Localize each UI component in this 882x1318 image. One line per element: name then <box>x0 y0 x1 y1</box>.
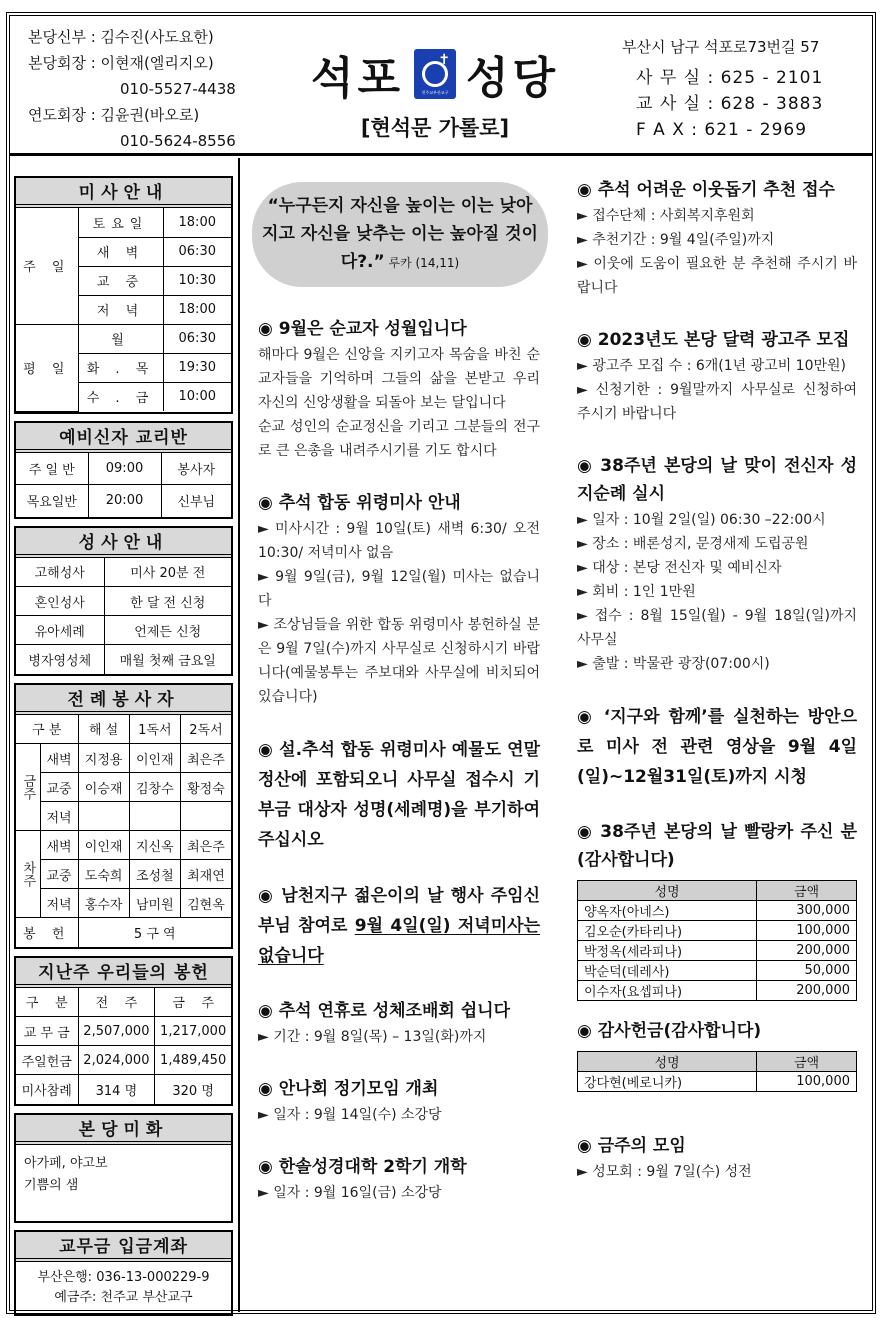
mass-time: 18:00 <box>163 208 231 237</box>
notice-body: ► 장소 : 배론성지, 문경새제 도립공원 <box>577 536 809 552</box>
church-name-part1: 석포 <box>310 53 404 104</box>
thanks-offering-table <box>577 1051 857 1092</box>
sacrament-info: 언제든 신청 <box>104 616 231 645</box>
notice-title: ◉ 추석 어려운 이웃돕기 추천 접수 <box>577 180 835 200</box>
mass-schedule-box <box>14 176 233 414</box>
mass-label: 교 중 <box>78 266 163 295</box>
reader2: 최은주 <box>180 744 231 773</box>
reader1: 이인재 <box>129 744 180 773</box>
mass-slot: 교중 <box>40 773 78 802</box>
commentator: 지정용 <box>78 744 129 773</box>
thanks-offering-section <box>577 1017 857 1092</box>
sacrament-name: 혼인성사 <box>16 587 104 616</box>
class-time: 20:00 <box>88 485 161 517</box>
bank-account: 부산은행: 036-13-000229-9 <box>37 1269 210 1285</box>
notice-martyrs-month <box>258 315 540 463</box>
mass-time: 06:30 <box>163 237 231 266</box>
notice-body: ► 회비 : 1인 1만원 <box>577 584 696 600</box>
this-week-amount: 1,489,450 <box>155 1046 231 1075</box>
commentator: 홍수자 <box>78 889 129 918</box>
donor-amount: 200,000 <box>757 981 857 1001</box>
mass-label: 화 . 목 <box>78 353 163 382</box>
notice-body: ► 미사시간 : 9월 10일(토) 새벽 6:30/ 오전 10:30/ 저녁미사 없음 <box>258 521 540 561</box>
notice-title: ◉ 추석 연휴로 성체조배회 쉽니다 <box>258 1001 510 1021</box>
mass-slot: 새벽 <box>40 744 78 773</box>
church-name-part2: 성당 <box>466 53 560 104</box>
this-week-amount: 1,217,000 <box>155 1017 231 1046</box>
notice-title-text: ◉ 남천지구 젊은이의 날 행사 주임신부님 참여로 <box>258 886 540 936</box>
notice-adoration-off <box>258 997 540 1049</box>
prev-week-amount: 2,024,000 <box>78 1046 155 1075</box>
flower-team: 아가페, 야고보 <box>24 1155 108 1171</box>
class-leader: 봉사자 <box>161 453 231 485</box>
sacrament-info: 한 달 전 신청 <box>104 587 231 616</box>
ministers-title: 전례봉사자 <box>16 685 231 715</box>
col-header: 성명 <box>578 1052 757 1072</box>
notice-body: ► 일자 : 9월 14일(수) 소강당 <box>258 1107 442 1123</box>
account-title: 교무금 입금계좌 <box>16 1232 231 1262</box>
catechumen-table <box>16 453 231 517</box>
mass-schedule-table <box>16 208 231 412</box>
notice-earth-video <box>577 702 857 792</box>
notice-body: 해마다 9월은 신앙을 지키고자 목숨을 바친 순교자들을 기억하며 그들의 삶을 본받고 우리 자신의 신앙생활을 되돌아 보는 달입니다 <box>258 347 540 411</box>
sunday-label: 주 일 <box>16 208 78 324</box>
church-logo-icon: ✝ 천주교부산교구 <box>414 49 456 99</box>
class-time: 09:00 <box>88 453 161 485</box>
commentator: 이승재 <box>78 773 129 802</box>
notice-calendar-ads <box>577 326 857 426</box>
col-header: 성명 <box>578 881 757 901</box>
offering-group: 5 구 역 <box>78 918 231 947</box>
notice-title: ◉ 안나회 정기모임 개최 <box>258 1079 439 1099</box>
notice-title: ◉ 9월은 순교자 성월입니다 <box>258 319 467 339</box>
notice-body: ► 일자 : 10월 2일(일) 06:30 –22:00시 <box>577 512 826 528</box>
council-president-line: 본당회장 : 이현재(엘리지오) <box>28 54 214 72</box>
notice-body: ► 기간 : 9월 8일(목) – 13일(화)까지 <box>258 1029 487 1045</box>
catechist-phone: 교 사 실 : 628 - 3883 <box>636 94 824 114</box>
bread-donors-table <box>577 880 857 1001</box>
notice-title: ◉ 금주의 모임 <box>577 1136 686 1156</box>
donor-amount: 50,000 <box>757 961 857 981</box>
notice-body: ► 일자 : 9월 16일(금) 소강당 <box>258 1185 442 1201</box>
sacraments-table <box>16 558 231 674</box>
reader2: 김현옥 <box>180 889 231 918</box>
col-header: 금 주 <box>155 988 231 1017</box>
prev-week-amount: 314 명 <box>78 1075 155 1104</box>
notice-body: ► 대상 : 본당 전신자 및 예비신자 <box>577 560 782 576</box>
sacrament-name: 유아세례 <box>16 616 104 645</box>
reader1: 조성철 <box>129 860 180 889</box>
col-header: 전 주 <box>78 988 155 1017</box>
notice-bible-college <box>258 1153 540 1205</box>
sacrament-name: 고해성사 <box>16 558 104 587</box>
reader1: 김창수 <box>129 773 180 802</box>
fax-number: F A X : 621 - 2969 <box>636 120 808 140</box>
donor-amount: 100,000 <box>757 1072 857 1092</box>
notice-title: ◉ 감사헌금(감사합니다) <box>577 1021 762 1041</box>
class-name: 주 일 반 <box>16 453 88 485</box>
offerings-box <box>14 956 233 1106</box>
notice-body: 순교 성인의 순교정신을 기리고 그분들의 전구로 큰 은총을 내려주시기를 기도 합시다 <box>258 419 540 459</box>
notice-body: ► 추천기간 : 9월 4일(주일)까지 <box>577 232 775 248</box>
notice-body: ► 출발 : 박물관 광장(07:00시) <box>577 656 770 672</box>
notice-pilgrimage <box>577 452 857 676</box>
account-box <box>14 1230 233 1316</box>
commentator <box>78 802 129 831</box>
notice-title: ◉ 2023년도 본당 달력 광고주 모집 <box>577 330 850 350</box>
reader2: 황정숙 <box>180 773 231 802</box>
col-header: 구 분 <box>16 988 78 1017</box>
donor-amount: 100,000 <box>757 921 857 941</box>
reader1: 남미원 <box>129 889 180 918</box>
ministers-box <box>14 683 233 949</box>
notice-title: ◉ ‘지구와 함께’를 실천하는 방안으로 미사 전 관련 영상을 9월 4일(일)~12월31일(토)까지 시청 <box>577 707 857 787</box>
col-header: 금액 <box>757 881 857 901</box>
donor-name: 양옥자(아네스) <box>578 901 757 921</box>
mass-time: 19:30 <box>163 353 231 382</box>
notice-body: ► 조상님들을 위한 합동 위령미사 봉헌하실 분은 9월 7일(수)까지 사무실로 신청하시기 바랍니다(예물봉투는 주보대와 사무실에 비치되어 있습니다) <box>258 617 540 705</box>
mass-time: 06:30 <box>163 324 231 353</box>
commentator: 도숙희 <box>78 860 129 889</box>
sodality-phone: 010-5624-8556 <box>120 132 236 150</box>
notice-title: ◉ 설.추석 합동 위령미사 예물도 연말정산에 포함되오니 사무실 접수시 기부금 대상자 성명(세례명)을 부기하여 주십시오 <box>258 740 540 850</box>
class-name: 목요일반 <box>16 485 88 517</box>
notice-youth-day <box>258 881 540 971</box>
pastor-line: 본당신부 : 김수진(사도요한) <box>28 28 214 46</box>
notice-body: ► 접수단체 : 사회복지후원회 <box>577 208 755 224</box>
this-week-label: 금주 <box>16 744 40 831</box>
notice-title: ◉ 38주년 본당의 날 맞이 전신자 성지순례 실시 <box>577 456 857 504</box>
flowers-title: 본당미화 <box>16 1115 231 1145</box>
col-header: 해 설 <box>78 715 129 744</box>
sodality-president-line: 연도회장 : 김윤권(바오로) <box>28 106 200 124</box>
offering-type: 주일헌금 <box>16 1046 78 1075</box>
mass-label: 저 녁 <box>78 295 163 324</box>
ministers-table <box>16 715 231 947</box>
notice-title <box>258 881 540 971</box>
donor-amount: 300,000 <box>757 901 857 921</box>
col-header: 구 분 <box>16 715 78 744</box>
mass-label: 토요일 <box>78 208 163 237</box>
col-header: 2독서 <box>180 715 231 744</box>
donor-name: 이수자(요셉피나) <box>578 981 757 1001</box>
notice-body: ► 성모회 : 9월 7일(수) 성전 <box>577 1164 752 1180</box>
bulletin-header <box>10 16 872 156</box>
reader2: 최재연 <box>180 860 231 889</box>
offering-type: 미사참례 <box>16 1075 78 1104</box>
sacrament-info: 매월 첫째 금요일 <box>104 645 231 674</box>
sacrament-name: 병자영성체 <box>16 645 104 674</box>
council-phone: 010-5527-4438 <box>120 80 236 98</box>
quote-text: “누구든지 자신을 높이는 이는 낮아지고 자신을 낮추는 이는 높아질 것이다?.” <box>262 196 538 272</box>
notice-title: ◉ 38주년 본당의 날 빨랑카 주신 분(감사합니다) <box>577 822 857 870</box>
offering-label: 봉 헌 <box>16 918 78 947</box>
office-phone: 사 무 실 : 625 - 2101 <box>636 68 824 88</box>
sacraments-box <box>14 526 233 676</box>
notice-neighbor-help <box>577 176 857 300</box>
mass-slot: 저녁 <box>40 889 78 918</box>
notice-title-emphasis: 9월 4일(일) 저녁미사는 없습니다 <box>258 916 540 966</box>
mass-slot: 새벽 <box>40 831 78 860</box>
mass-slot: 교중 <box>40 860 78 889</box>
mass-time: 10:00 <box>163 382 231 411</box>
weekly-meetings-section <box>577 1132 857 1184</box>
next-week-label: 차주 <box>16 831 40 918</box>
mass-slot: 저녁 <box>40 802 78 831</box>
offering-type: 교 무 금 <box>16 1017 78 1046</box>
reader1 <box>129 802 180 831</box>
clergy-info <box>28 24 236 154</box>
account-holder: 예금주: 천주교 부산교구 <box>54 1289 193 1305</box>
catechumen-box <box>14 421 233 519</box>
mass-time: 18:00 <box>163 295 231 324</box>
donor-name: 김오순(카타리나) <box>578 921 757 941</box>
weekday-label: 평 일 <box>16 324 78 411</box>
offerings-title: 지난주 우리들의 봉헌 <box>16 958 231 988</box>
col-header: 1독서 <box>129 715 180 744</box>
bread-donors-section <box>577 818 857 1001</box>
notice-body: ► 신청기한 : 9월말까지 사무실로 신청하여 주시기 바랍니다 <box>577 382 857 422</box>
mass-schedule-title: 미사안내 <box>16 178 231 208</box>
catechumen-title: 예비신자 교리반 <box>16 423 231 453</box>
right-column <box>577 176 857 1184</box>
notice-title: ◉ 한솔성경대학 2학기 개학 <box>258 1157 467 1177</box>
patron-subtitle: [현석문 가롤로] <box>360 116 510 140</box>
donor-amount: 200,000 <box>757 941 857 961</box>
prev-week-amount: 2,507,000 <box>78 1017 155 1046</box>
notice-body: ► 광고주 모집 수 : 6개(1년 광고비 10만원) <box>577 358 846 374</box>
col-header: 금액 <box>757 1052 857 1072</box>
donor-name: 강다현(베로니카) <box>578 1072 757 1092</box>
middle-column <box>258 182 540 1205</box>
commentator: 이인재 <box>78 831 129 860</box>
sacraments-title: 성사안내 <box>16 528 231 558</box>
left-sidebar <box>14 176 233 1318</box>
reader2: 최은주 <box>180 831 231 860</box>
scripture-quote <box>252 182 548 287</box>
donor-name: 박정옥(세라피나) <box>578 941 757 961</box>
notice-anna-meeting <box>258 1075 540 1127</box>
offerings-table <box>16 988 231 1104</box>
flowers-box <box>14 1113 233 1223</box>
notice-title: ◉ 추석 합동 위령미사 안내 <box>258 493 461 513</box>
class-leader: 신부님 <box>161 485 231 517</box>
notice-body: ► 접수 : 8월 15일(월) - 9월 18일(일)까지 사무실 <box>577 608 857 648</box>
this-week-amount: 320 명 <box>155 1075 231 1104</box>
mass-label: 수 . 금 <box>78 382 163 411</box>
sacrament-info: 미사 20분 전 <box>104 558 231 587</box>
church-title-block <box>310 42 560 142</box>
reader1: 지신옥 <box>129 831 180 860</box>
notice-body: ► 이웃에 도움이 필요한 분 추천해 주시기 바랍니다 <box>577 256 857 296</box>
contact-info <box>622 36 823 143</box>
column-divider <box>238 158 240 1312</box>
notice-body: ► 9월 9일(금), 9월 12일(월) 미사는 없습니다 <box>258 569 540 609</box>
mass-label: 월 <box>78 324 163 353</box>
quote-reference: 루카 (14,11) <box>384 256 460 270</box>
address: 부산시 남구 석포로73번길 57 <box>622 38 820 56</box>
notice-memorial-mass <box>258 489 540 709</box>
mass-label: 새 벽 <box>78 237 163 266</box>
notice-tax-deduction <box>258 735 540 855</box>
reader2 <box>180 802 231 831</box>
flower-team: 기쁨의 샘 <box>24 1177 79 1193</box>
donor-name: 박순덕(데레사) <box>578 961 757 981</box>
mass-time: 10:30 <box>163 266 231 295</box>
